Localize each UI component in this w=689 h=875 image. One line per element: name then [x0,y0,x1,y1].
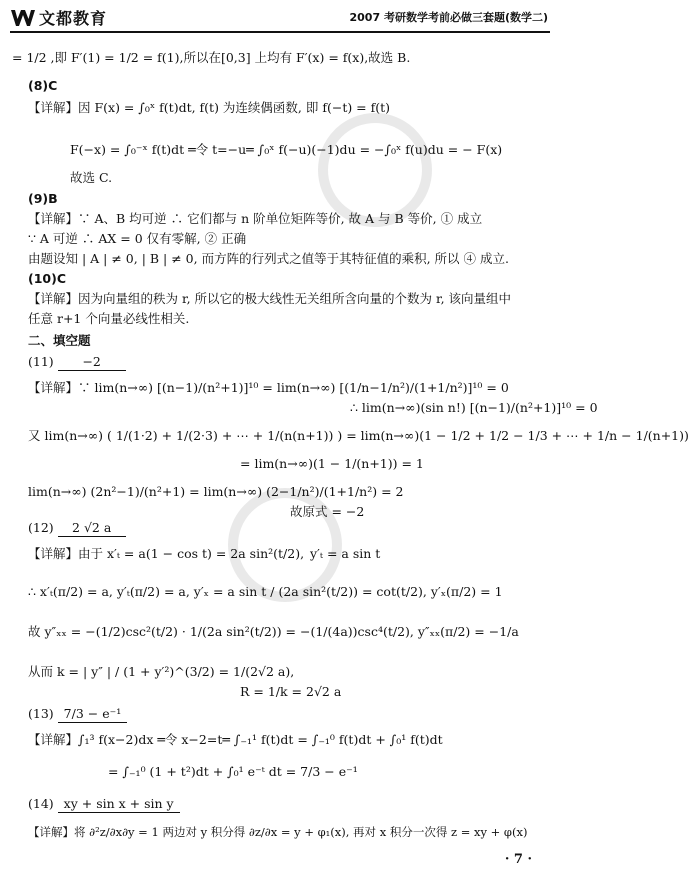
book-title: 2007 考研数学考前必做三套题(数学二) [349,11,548,24]
answer-blank: xy + sin x + sin y [58,796,180,813]
text-line: 由题设知 | A | ≠ 0, | B | ≠ 0, 而方阵的行列式之值等于其特征值的乘积, 所以 ④ 成立. [28,251,509,266]
formula-line: 【详解】∫₁³ f(x−2)dx ═令 x−2=t═ ∫₋₁¹ f(t)dt = ∫₋₁⁰ f(t)dt + ∫₀¹ f(t)dt [28,732,443,747]
question-number: (14) xy + sin x + sin y [28,796,180,813]
answer-label: (8)C [28,78,58,93]
page-number: · 7 · [504,852,532,867]
text-line: 故原式 = −2 [290,504,365,519]
text-line: 【详解】因 F(x) = ∫₀ˣ f(t)dt, f(t) 为连续偶函数, 即 f(−t) = f(t) [28,100,391,115]
answer-blank: 2 √2 a [58,520,126,537]
answer-label: (9)B [28,191,58,206]
formula-line: F(−x) = ∫₀⁻ˣ f(t)dt ═令 t=−u═ ∫₀ˣ f(−u)(−1)du = −∫₀ˣ f(u)du = − F(x) [70,142,503,157]
formula-line: ∴ lim(n→∞)(sin n!) [(n−1)/(n²+1)]¹⁰ = 0 [350,400,598,415]
logo-text: 文都教育 [39,9,108,28]
formula-line: 又 lim(n→∞) ( 1/(1·2) + 1/(2·3) + ⋯ + 1/(n(n+1)) ) = lim(n→∞)(1 − 1/2 + 1/2 − 1/3 + ⋯ + 1/n − 1/(n+1)) [28,428,689,443]
text-line: 任意 r+1 个向量必线性相关. [28,311,190,326]
text-line: 【详解】因为向量组的秩为 r, 所以它的极大线性无关组所含向量的个数为 r, 该向量组中 [28,291,512,306]
header-divider [10,31,550,33]
formula-line: 【详解】由于 x′ₜ = a(1 − cos t) = 2a sin²(t/2), [28,546,305,561]
formula-line: = ∫₋₁⁰ (1 + t²)dt + ∫₀¹ e⁻ᵗ dt = 7/3 − e⁻¹ [108,764,358,779]
answer-blank: −2 [58,354,126,371]
formula-line: lim(n→∞) (2n²−1)/(n²+1) = lim(n→∞) (2−1/n²)/(1+1/n²) = 2 [28,484,404,499]
text-line: ∵ A 可逆 ∴ AX = 0 仅有零解, ② 正确 [28,231,247,246]
formula-line: 【详解】将 ∂²z/∂x∂y = 1 两边对 y 积分得 ∂z/∂x = y + φ₁(x), 再对 x 积分一次得 z = xy + φ(x) [28,825,528,839]
formula-line: R = 1/k = 2√2 a [240,684,342,699]
wendu-logo [10,6,107,29]
question-number: (11) −2 [28,354,126,371]
wendu-logo-icon [10,9,36,27]
formula-line: 从而 k = | y″ | / (1 + y′²)^(3/2) = 1/(2√2 a), [28,664,295,679]
section-heading: 二、填空题 [28,333,91,348]
formula-line: 【详解】∵ lim(n→∞) [(n−1)/(n²+1)]¹⁰ = lim(n→∞) [(1/n−1/n²)/(1+1/n²)]¹⁰ = 0 [28,380,509,395]
answer-blank: 7/3 − e⁻¹ [58,706,128,723]
question-number: (13) 7/3 − e⁻¹ [28,706,127,723]
text-line: 【详解】∵ A、B 均可逆 ∴ 它们都与 n 阶单位矩阵等价, 故 A 与 B 等价, ① 成立 [28,211,483,226]
page-header [0,0,560,34]
formula-line: = lim(n→∞)(1 − 1/(n+1)) = 1 [240,456,424,471]
answer-label: (10)C [28,271,66,286]
formula-line: 故 y″ₓₓ = −(1/2)csc²(t/2) · 1/(2a sin²(t/2)) = −(1/(4a))csc⁴(t/2), y″ₓₓ(π/2) = −1/a [28,624,519,639]
text-line: = 1/2 ,即 F′(1) = 1/2 = f(1),所以在[0,3] 上均有 F′(x) = f(x),故选 B. [12,50,411,65]
formula-line: ∴ x′ₜ(π/2) = a, y′ₜ(π/2) = a, y′ₓ = a sin t / (2a sin²(t/2)) = cot(t/2), y′ₓ(π/2) = 1 [28,584,503,599]
text-line: 故选 C. [70,170,113,185]
formula-line: y′ₜ = a sin t [310,546,381,561]
question-number: (12) 2 √2 a [28,520,126,537]
